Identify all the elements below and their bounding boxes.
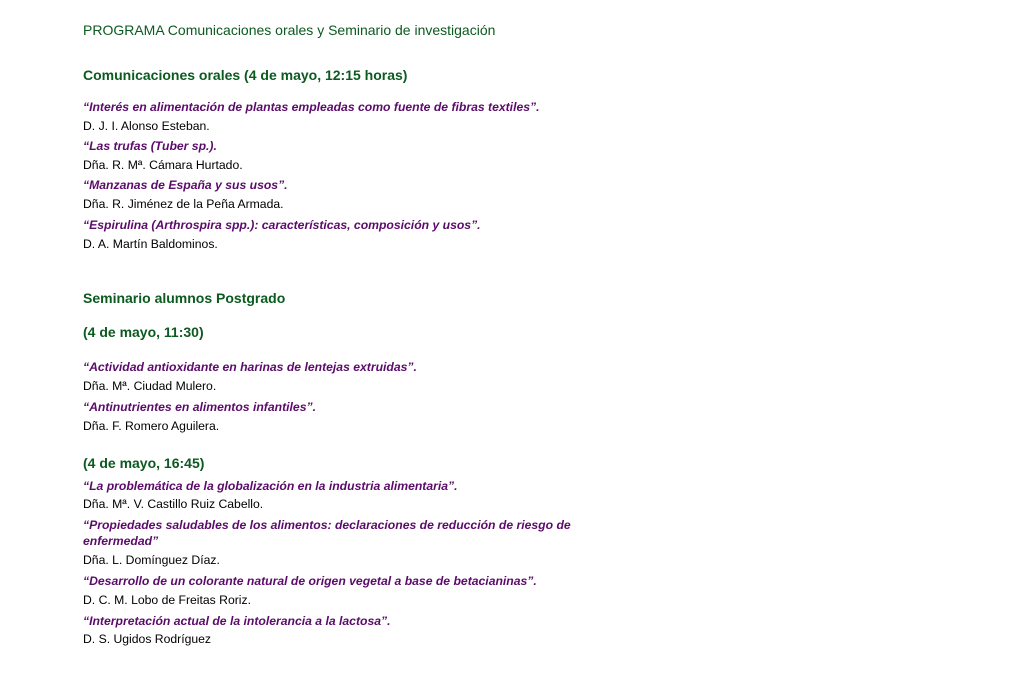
talk-title: “Interés en alimentación de plantas empleadas como fuente de fibras textiles”.: [83, 100, 540, 114]
talk-author: D. J. I. Alonso Esteban.: [83, 119, 210, 133]
page-title: PROGRAMA Comunicaciones orales y Seminario de investigación: [83, 22, 496, 38]
talk-title: “La problemática de la globalización en la industria alimentaria”.: [83, 479, 458, 493]
talk-author: D. C. M. Lobo de Freitas Roriz.: [83, 593, 251, 607]
talk-title: “Las trufas (Tuber sp.).: [83, 139, 217, 153]
talk-author: Dña. F. Romero Aguilera.: [83, 419, 220, 433]
section-heading-postgrad-seminar: Seminario alumnos Postgrado: [83, 290, 286, 306]
talk-title: “Manzanas de España y sus usos”.: [83, 178, 288, 192]
talk-title: “Actividad antioxidante en harinas de lentejas extruidas”.: [83, 360, 417, 374]
section-heading-oral-communications: Comunicaciones orales (4 de mayo, 12:15 horas): [83, 67, 408, 83]
talk-author: Dña. Mª. V. Castillo Ruiz Cabello.: [83, 497, 264, 511]
talk-author: D. A. Martín Baldominos.: [83, 237, 218, 251]
talk-author: Dña. Mª. Ciudad Mulero.: [83, 379, 217, 393]
talk-author: Dña. R. Mª. Cámara Hurtado.: [83, 158, 243, 172]
talk-author: Dña. L. Domínguez Díaz.: [83, 553, 220, 567]
talk-title: “Propiedades saludables de los alimentos: declaraciones de reducción de riesgo de enfermedad”: [83, 518, 571, 548]
talk-author: D. S. Ugidos Rodríguez: [83, 632, 212, 646]
talk-title: “Desarrollo de un colorante natural de origen vegetal a base de betacianinas”.: [83, 574, 537, 588]
talk-title: “Interpretación actual de la intolerancia a la lactosa”.: [83, 614, 391, 628]
session-heading-morning: (4 de mayo, 11:30): [83, 324, 204, 340]
talk-author: Dña. R. Jiménez de la Peña Armada.: [83, 197, 284, 211]
talk-title: “Antinutrientes en alimentos infantiles”.: [83, 400, 316, 414]
session-heading-afternoon: (4 de mayo, 16:45): [83, 455, 205, 471]
talk-title: “Espirulina (Arthrospira spp.): características, composición y usos”.: [83, 218, 481, 232]
